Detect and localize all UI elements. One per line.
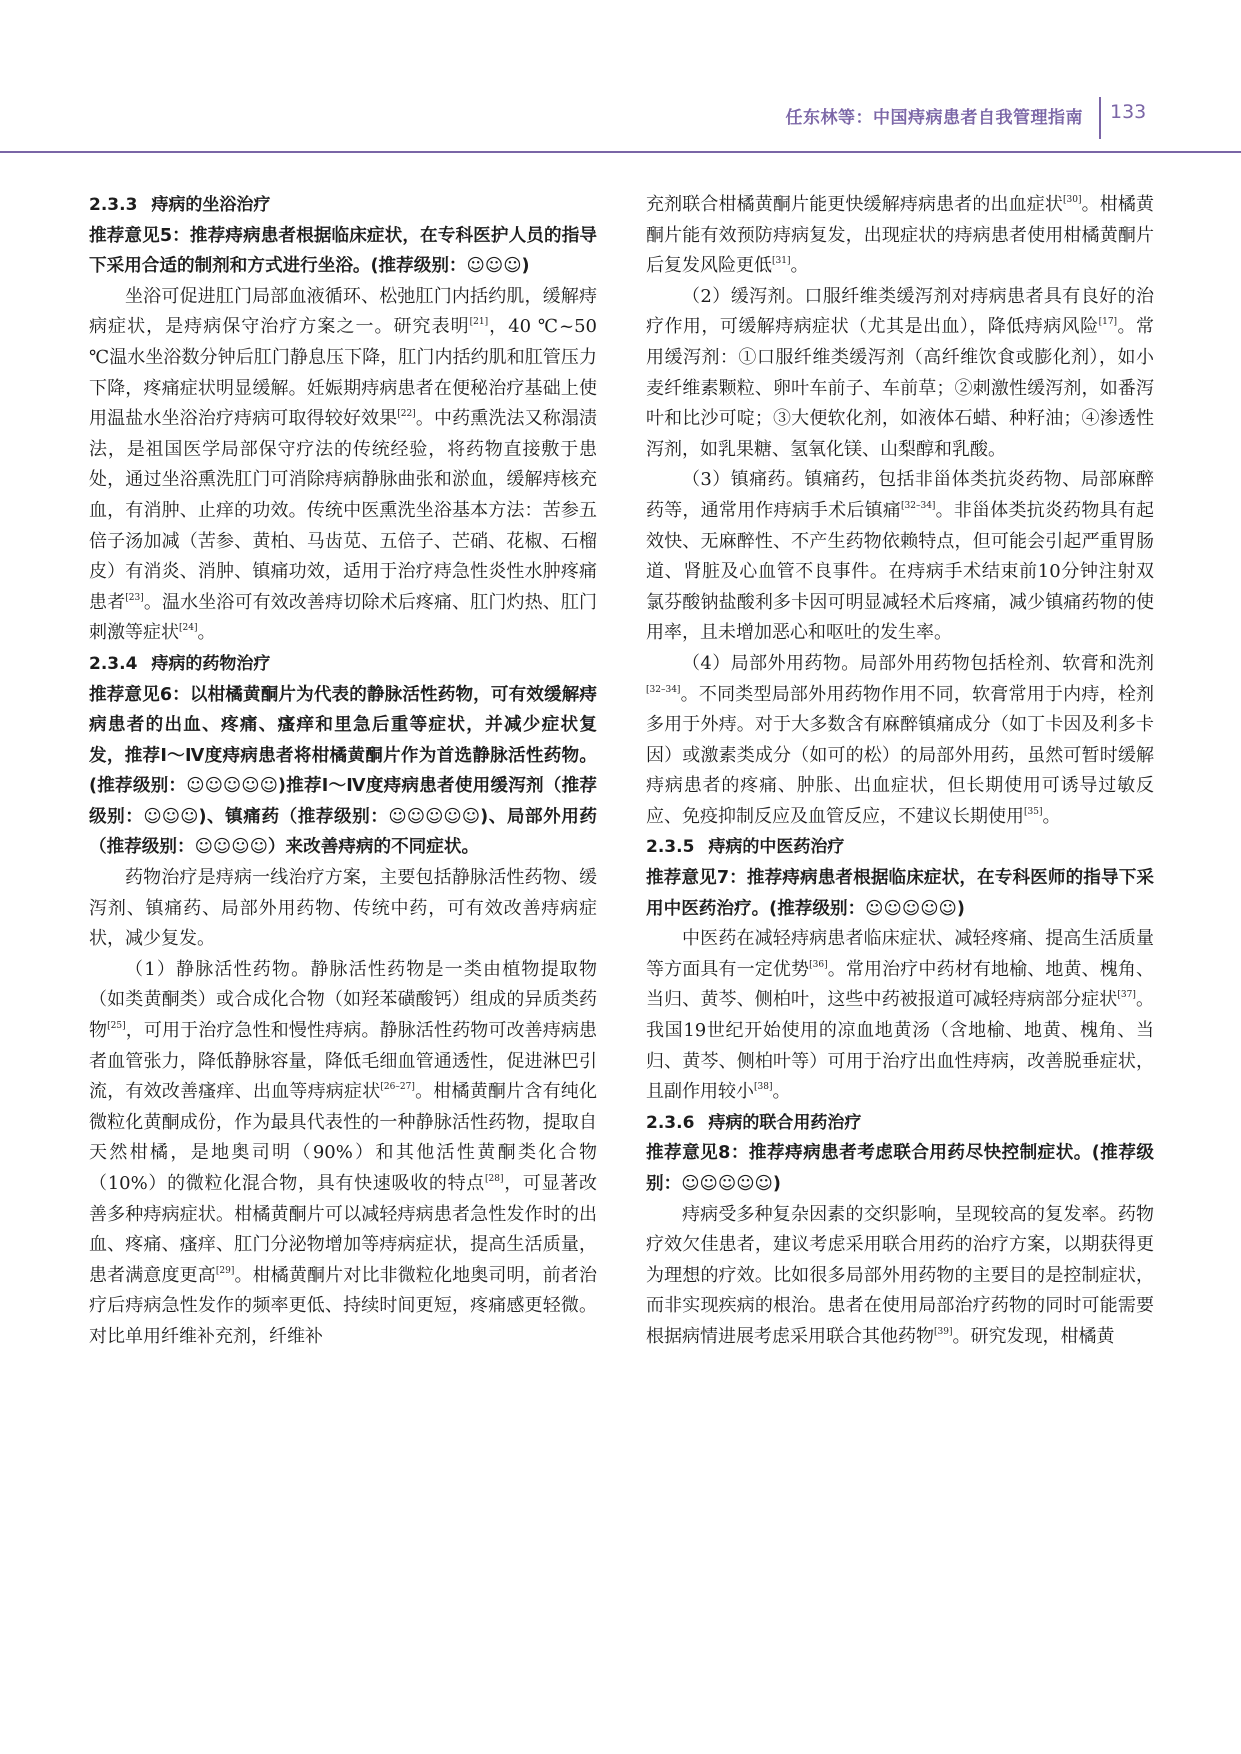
citation-ref: [32–34] <box>646 684 681 695</box>
text-run: 。 <box>197 622 216 644</box>
recommendation-5: 推荐意见5：推荐痔病患者根据临床症状，在专科医护人员的指导下采用合适的制剂和方式进行坐浴。(推荐级别：☺☺☺) <box>89 225 597 277</box>
citation-ref: [28] <box>485 1174 504 1184</box>
running-header <box>0 0 1241 160</box>
citation-ref: [38] <box>754 1082 773 1093</box>
right-column <box>646 190 1154 1353</box>
citation-ref: [23] <box>125 592 144 603</box>
text-run: （3）镇痛药。镇痛药，包括非甾体类抗炎药物、局部麻醉药等，通常用作痔病手术后镇痛 <box>646 469 1154 521</box>
citation-ref: [39] <box>934 1326 953 1337</box>
paragraph <box>89 863 597 955</box>
citation-ref: [17] <box>1098 317 1118 328</box>
section-heading-2-3-6: 2.3.6 痔病的联合用药治疗 <box>646 1112 862 1133</box>
paragraph <box>646 282 1154 466</box>
text-run: 。 <box>1042 805 1061 827</box>
text-run: 中医药在减轻痔病患者临床症状、减轻疼痛、提高生活质量等方面具有一定优势 <box>646 928 1154 980</box>
paragraph <box>646 649 1154 833</box>
paragraph <box>89 282 597 649</box>
citation-ref: [32–34] <box>901 500 936 511</box>
text-run: 药物治疗是痔病一线治疗方案，主要包括静脉活性药物、缓泻剂、镇痛药、局部外用药物、传统中药，可有效改善痔病症状，减少复发。 <box>89 867 597 950</box>
page-number: 133 <box>1110 101 1147 123</box>
citation-ref: [29] <box>215 1265 235 1276</box>
header-rule <box>0 151 1241 153</box>
text-run: （4）局部外用药物。局部外用药物包括栓剂、软膏和洗剂 <box>682 652 1154 674</box>
recommendation-7: 推荐意见7：推荐痔病患者根据临床症状，在专科医师的指导下采用中医药治疗。(推荐级别：☺☺☺☺☺) <box>646 868 1154 919</box>
text-run: 。常用缓泻剂：①口服纤维类缓泻剂（高纤维饮食或膨化剂），如小麦纤维素颗粒、卵叶车前子、车前草；②刺激性缓泻剂，如番泻叶和比沙可啶；③大便软化剂，如液体石蜡、种籽油；④渗透性泻剂，如乳果糖、氢氧化镁、山梨醇和乳酸。 <box>646 316 1155 460</box>
text-run: ，可用于治疗急性和慢性痔病。静脉活性药物可改善痔病患者血管张力，降低静脉容量，降低毛细血管通透性，促进淋巴引流，有效改善瘙痒、出血等痔病症状 <box>89 1020 598 1103</box>
citation-ref: [21] <box>469 317 489 328</box>
text-run: 。柑橘黄酮片能有效预防痔病复发，出现症状的痔病患者使用柑橘黄酮片后复发风险更低 <box>646 194 1155 277</box>
citation-ref: [37] <box>1117 990 1136 1001</box>
text-run: 。 <box>772 1081 791 1103</box>
text-run: 。 <box>790 255 809 277</box>
text-run: 。常用治疗中药材有地榆、地黄、槐角、当归、黄芩、侧柏叶，这些中药被报道可减轻痔病部分症状 <box>646 958 1154 1011</box>
text-run: 。研究发现，柑橘黄 <box>952 1325 1115 1347</box>
paragraph <box>89 955 597 1353</box>
text-run: （1）静脉活性药物。静脉活性药物是一类由植物提取物（如类黄酮类）或合成化合物（如羟苯磺酸钙）组成的异质类药物 <box>89 958 597 1042</box>
text-run: 。中药熏洗法又称溻渍法，是祖国医学局部保守疗法的传统经验，将药物直接敷于患处，通过坐浴熏洗肛门可消除痔病静脉曲张和淤血，缓解痔核充血，有消肿、止痒的功效。传统中医熏洗坐浴基本方法：苦参五倍子汤加减（苦参、黄柏、马齿苋、五倍子、芒硝、花椒、石榴皮）有消炎、消肿、镇痛功效，适用于治疗痔急性炎性水肿疼痛患者 <box>89 408 598 613</box>
citation-ref: [22] <box>397 409 416 420</box>
text-run: 。非甾体类抗炎药物具有起效快、无麻醉性、不产生药物依赖特点，但可能会引起严重胃肠道、肾脏及心血管不良事件。在痔病手术结束前10分钟注射双氯芬酸钠盐酸利多卡因可明显减轻术后疼痛，减少镇痛药物的使用率，且未增加恶心和呕吐的发生率。 <box>646 499 1155 644</box>
citation-ref: [25] <box>107 1021 126 1032</box>
citation-ref: [31] <box>772 256 791 267</box>
section-heading-2-3-5: 2.3.5 痔病的中医药治疗 <box>646 837 845 858</box>
text-run: 。柑橘黄酮片含有纯化微粒化黄酮成份，作为最具代表性的一种静脉活性药物，提取自天然柑橘，是地奥司明（90%）和其他活性黄酮类化合物（10%）的微粒化混合物，具有快速吸收的特点 <box>89 1081 597 1194</box>
citation-ref: [35] <box>1024 806 1043 817</box>
header-separator <box>1099 97 1101 139</box>
text-run: 。柑橘黄酮片对比非微粒化地奥司明，前者治疗后痔病急性发作的频率更低、持续时间更短，疼痛感更轻微。对比单用纤维补充剂，纤维补 <box>89 1264 598 1347</box>
text-run: 充剂联合柑橘黄酮片能更快缓解痔病患者的出血症状 <box>646 194 1063 215</box>
paragraph-continued <box>646 190 1154 282</box>
text-run: ，40 ℃~50 ℃温水坐浴数分钟后肛门静息压下降，肛门内括约肌和肛管压力下降，疼痛症状明显缓解。妊娠期痔病患者在便秘治疗基础上使用温盐水坐浴治疗痔病可取得较好效果 <box>89 316 598 430</box>
paragraph <box>646 1200 1154 1353</box>
recommendation-6: 推荐意见6：以柑橘黄酮片为代表的静脉活性药物，可有效缓解痔病患者的出血、疼痛、瘙痒和里急后重等症状，并减少症状复发，推荐Ⅰ～Ⅳ度痔病患者将柑橘黄酮片作为首选静脉活性药物。(推荐级别：☺☺☺☺☺)推荐Ⅰ～Ⅳ度痔病患者使用缓泻剂（推荐级别：☺☺☺)、镇痛药（推荐级别：☺☺☺☺☺)、局部外用药（推荐级别：☺☺☺☺）来改善痔病的不同症状。 <box>89 684 597 858</box>
paragraph <box>646 924 1154 1108</box>
left-column <box>89 190 597 1353</box>
text-run: 。我国19世纪开始使用的凉血地黄汤（含地榆、地黄、槐角、当归、黄芩、侧柏叶等）可用于治疗出血性痔病，改善脱垂症状，且副作用较小 <box>646 989 1155 1103</box>
text-run: ，可显著改善多种痔病症状。柑橘黄酮片可以减轻痔病患者急性发作时的出血、疼痛、瘙痒、肛门分泌物增加等痔病症状，提高生活质量，患者满意度更高 <box>89 1173 597 1286</box>
text-run: 。温水坐浴可有效改善痔切除术后疼痛、肛门灼热、肛门刺激等症状 <box>89 591 598 644</box>
citation-ref: [36] <box>809 959 828 970</box>
recommendation-8: 推荐意见8：推荐痔病患者考虑联合用药尽快控制症状。(推荐级别：☺☺☺☺☺) <box>646 1143 1154 1194</box>
citation-ref: [26–27] <box>380 1082 415 1093</box>
paragraph <box>646 465 1154 649</box>
text-run: 。不同类型局部外用药物作用不同，软膏常用于内痔，栓剂多用于外痔。对于大多数含有麻醉镇痛成分（如丁卡因及利多卡因）或激素类成分（如可的松）的局部外用药，虽然可暂时缓解痔病患者的疼痛、肿胀、出血症状，但长期使用可诱导过敏反应、免疫抑制反应及血管反应，不建议长期使用 <box>646 683 1154 827</box>
section-heading-2-3-4: 2.3.4 痔病的药物治疗 <box>89 653 271 674</box>
citation-ref: [24] <box>179 623 198 634</box>
section-heading-2-3-3: 2.3.3 痔病的坐浴治疗 <box>89 195 271 215</box>
citation-ref: [30] <box>1063 195 1082 205</box>
text-run: （2）缓泻剂。口服纤维类缓泻剂对痔病患者具有良好的治疗作用，可缓解痔病症状（尤其是出血），降低痔病风险 <box>646 285 1154 338</box>
running-title: 任东林等：中国痔病患者自我管理指南 <box>785 108 1083 128</box>
text-run: 坐浴可促进肛门局部血液循环、松弛肛门内括约肌，缓解痔病症状，是痔病保守治疗方案之一。研究表明 <box>89 285 597 338</box>
text-run: 痔病受多种复杂因素的交织影响，呈现较高的复发率。药物疗效欠佳患者，建议考虑采用联合用药的治疗方案，以期获得更为理想的疗效。比如很多局部外用药物的主要目的是控制症状，而非实现疾病的根治。患者在使用局部治疗药物的同时可能需要根据病情进展考虑采用联合其他药物 <box>646 1203 1154 1347</box>
